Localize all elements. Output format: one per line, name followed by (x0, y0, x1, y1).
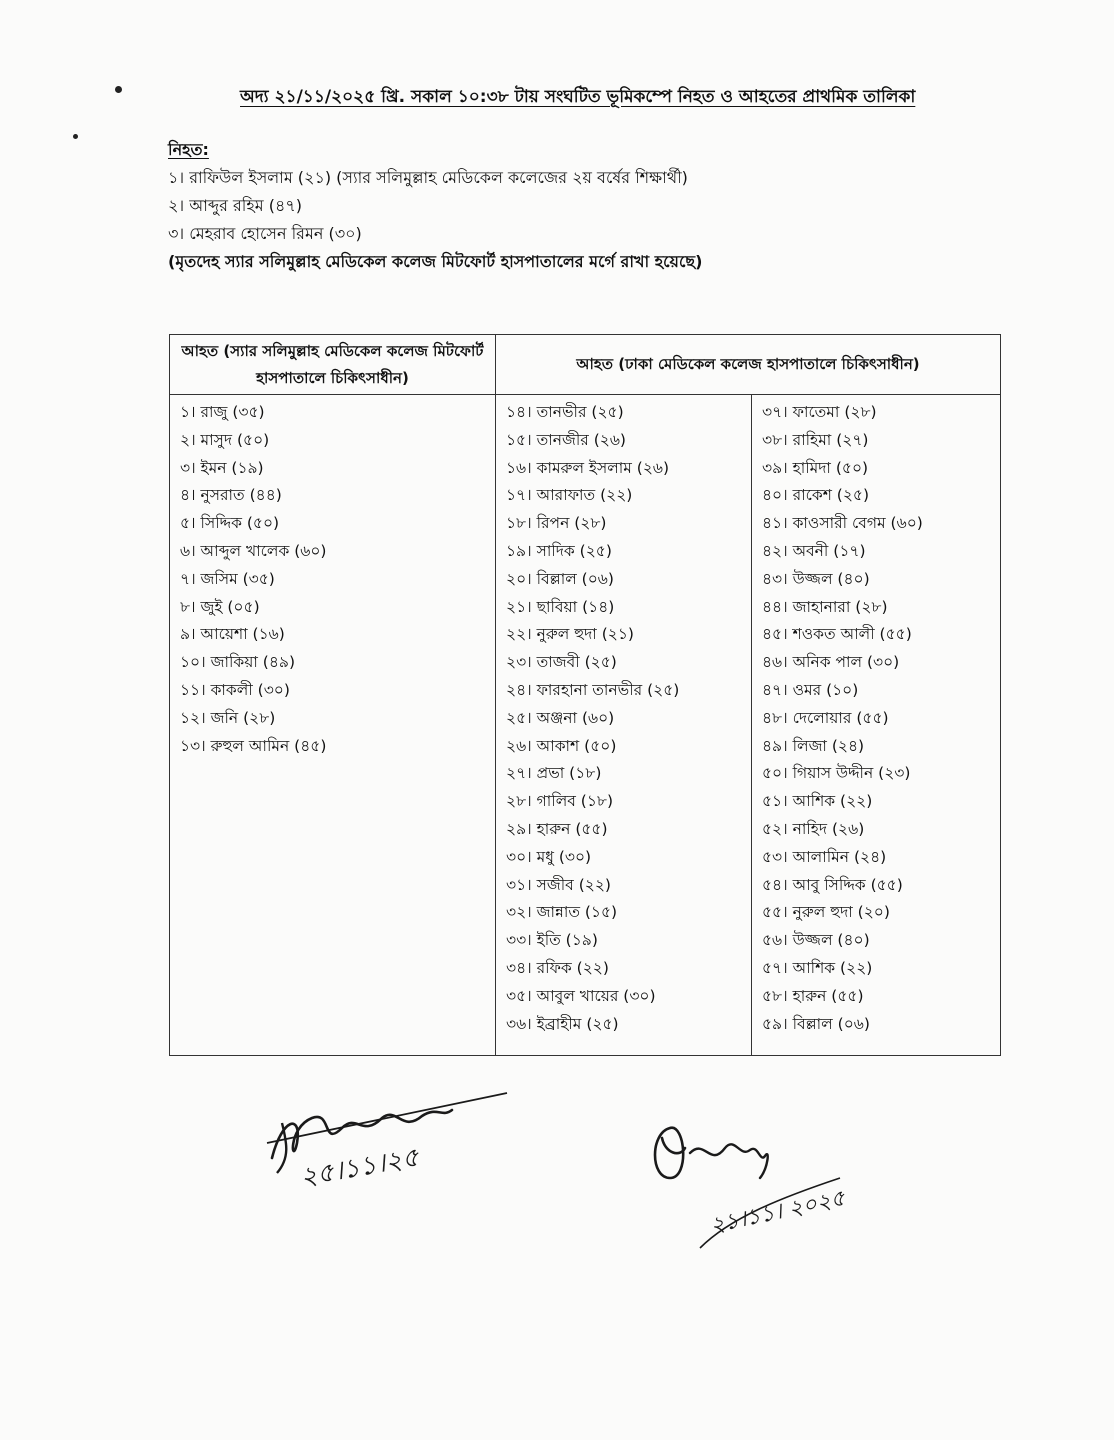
patient-entry: ১৯। সাদিক (২৫) (506, 541, 612, 560)
signature-right-scribble (640, 1108, 850, 1258)
patient-entry: ৫০। গিয়াস উদ্দীন (২৩) (762, 764, 911, 783)
killed-item: ২। আব্দুর রহিম (৪৭) (168, 196, 303, 215)
patient-entry: ৪৩। উজ্জল (৪০) (762, 569, 870, 588)
signature-left-date: ২৫।১১।২৫ (298, 1142, 422, 1193)
patient-entry: ৩১। সজীব (২২) (506, 875, 611, 894)
patient-entry: ২৪। ফারহানা তানভীর (২৫) (506, 680, 680, 699)
patient-entry: ২৫। অঞ্জনা (৬০) (506, 708, 615, 727)
patient-entry: ১৭। আরাফাত (২২) (506, 486, 633, 505)
dmch-column-b (752, 395, 1001, 1056)
patient-entry: ৪৪। জাহানারা (২৮) (762, 597, 888, 616)
morgue-note: (মৃতদেহ স্যার সলিমুল্লাহ মেডিকেল কলেজ মিটফোর্ট হাসপাতালের মর্গে রাখা হয়েছে) (168, 252, 703, 271)
killed-item: ১। রাফিউল ইসলাম (২১) (স্যার সলিমুল্লাহ মেডিকেল কলেজের ২য় বর্ষের শিক্ষার্থী) (168, 168, 688, 187)
killed-heading: নিহত: (168, 140, 209, 159)
patient-entry: ৪৫। শওকত আলী (৫৫) (762, 625, 912, 644)
patient-entry: ২০। বিল্লাল (০৬) (506, 569, 614, 588)
patient-entry: ৪০। রাকেশ (২৫) (762, 486, 870, 505)
signature-right (640, 1108, 850, 1258)
patient-entry: ৭। জসিম (৩৫) (180, 569, 275, 588)
patient-entry: ৩৮। রাহিমা (২৭) (762, 430, 869, 449)
patient-entry: ৫২। নাহিদ (২৬) (762, 819, 865, 838)
patient-entry: ৪৮। দেলোয়ার (৫৫) (762, 708, 889, 727)
patient-entry: ১৪। তানভীর (২৫) (506, 403, 624, 421)
patient-entry: ২৬। আকাশ (৫০) (506, 736, 617, 755)
margin-dot (73, 134, 78, 139)
patient-entry: ১৮। রিপন (২৮) (506, 514, 607, 533)
patient-entry: ৩০। মধু (৩০) (506, 847, 592, 866)
patient-entry: ১৫। তানজীর (২৬) (506, 430, 626, 449)
patient-entry: ২১। ছাবিয়া (১৪) (506, 597, 615, 616)
patient-entry: ৫৪। আবু সিদ্দিক (৫৫) (762, 875, 903, 894)
header-ssmc: আহত (স্যার সলিমুল্লাহ মেডিকেল কলেজ মিটফোর্ট হাসপাতালে চিকিৎসাধীন) (170, 335, 496, 395)
patient-entry: ১২। জনি (২৮) (180, 708, 276, 727)
patient-entry: ৬। আব্দুল খালেক (৬০) (180, 541, 327, 560)
patient-entry: ৫৯। বিল্লাল (০৬) (762, 1014, 870, 1033)
patient-entry: ৩৫। আবুল খায়ের (৩০) (506, 986, 656, 1005)
patient-entry: ২। মাসুদ (৫০) (180, 430, 270, 449)
patient-entry: ৪২। অবনী (১৭) (762, 541, 866, 560)
killed-section (168, 136, 702, 276)
patient-entry: ৩২। জান্নাত (১৫) (506, 903, 618, 922)
patient-entry: ১৬। কামরুল ইসলাম (২৬) (506, 458, 670, 477)
patient-entry: ২৭। প্রভা (১৮) (506, 764, 602, 783)
patient-entry: ৩৬। ইব্রাহীম (২৫) (506, 1014, 619, 1033)
signature-left (262, 1088, 512, 1198)
patient-entry: ৪। নুসরাত (৪৪) (180, 486, 282, 505)
patient-entry: ৮। জুই (০৫) (180, 597, 260, 616)
patient-entry: ৪১। কাওসারী বেগম (৬০) (762, 514, 923, 533)
patient-entry: ৫৮। হারুন (৫৫) (762, 986, 864, 1005)
patient-entry: ২৩। তাজবী (২৫) (506, 653, 617, 672)
patient-entry: ৪৭। ওমর (১০) (762, 680, 859, 699)
patient-entry: ২২। নুরুল হুদা (২১) (506, 625, 634, 644)
dmch-column-a (496, 395, 752, 1056)
patient-entry: ২৮। গালিব (১৮) (506, 792, 614, 811)
patient-entry: ১৩। রুহুল আমিন (৪৫) (180, 736, 327, 755)
patient-entry: ৩৯। হামিদা (৫০) (762, 458, 869, 477)
patient-entry: ৪৬। অনিক পাল (৩০) (762, 653, 900, 672)
patient-entry: ৫৩। আলামিন (২৪) (762, 847, 887, 866)
patient-entry: ১১। কাকলী (৩০) (180, 680, 290, 699)
margin-dot (115, 86, 122, 93)
patient-entry: ৩। ইমন (১৯) (180, 458, 264, 477)
injured-table (169, 334, 1001, 1056)
patient-entry: ৫। সিদ্দিক (৫০) (180, 514, 280, 533)
header-dmch: আহত (ঢাকা মেডিকেল কলেজ হাসপাতালে চিকিৎসাধীন) (496, 335, 1001, 395)
killed-item: ৩। মেহরাব হোসেন রিমন (৩০) (168, 224, 362, 243)
patient-entry: ৩৭। ফাতেমা (২৮) (762, 403, 877, 421)
document-title: অদ্য ২১/১১/২০২৫ খ্রি. সকাল ১০:৩৮ টায় সংঘটিত ভূমিকম্পে নিহত ও আহতের প্রাথমিক তালিকা (240, 87, 916, 107)
patient-entry: ৪৯। লিজা (২৪) (762, 736, 865, 755)
patient-entry: ৯। আয়েশা (১৬) (180, 625, 285, 644)
patient-entry: ৫৭। আশিক (২২) (762, 958, 873, 977)
patient-entry: ৩৪। রফিক (২২) (506, 958, 609, 977)
signature-left-scribble (262, 1088, 512, 1198)
signature-right-date: ২১।১১। ২০২৫ (708, 1185, 848, 1239)
patient-entry: ৩৩। ইতি (১৯) (506, 931, 598, 950)
patient-entry: ৫১। আশিক (২২) (762, 792, 873, 811)
patient-entry: ১০। জাকিয়া (৪৯) (180, 653, 296, 672)
patient-entry: ১। রাজু (৩৫) (180, 403, 265, 421)
patient-entry: ৫৫। নুরুল হুদা (২০) (762, 903, 890, 922)
ssmc-column (170, 395, 496, 1056)
patient-entry: ২৯। হারুন (৫৫) (506, 819, 608, 838)
patient-entry: ৫৬। উজ্জল (৪০) (762, 931, 870, 950)
